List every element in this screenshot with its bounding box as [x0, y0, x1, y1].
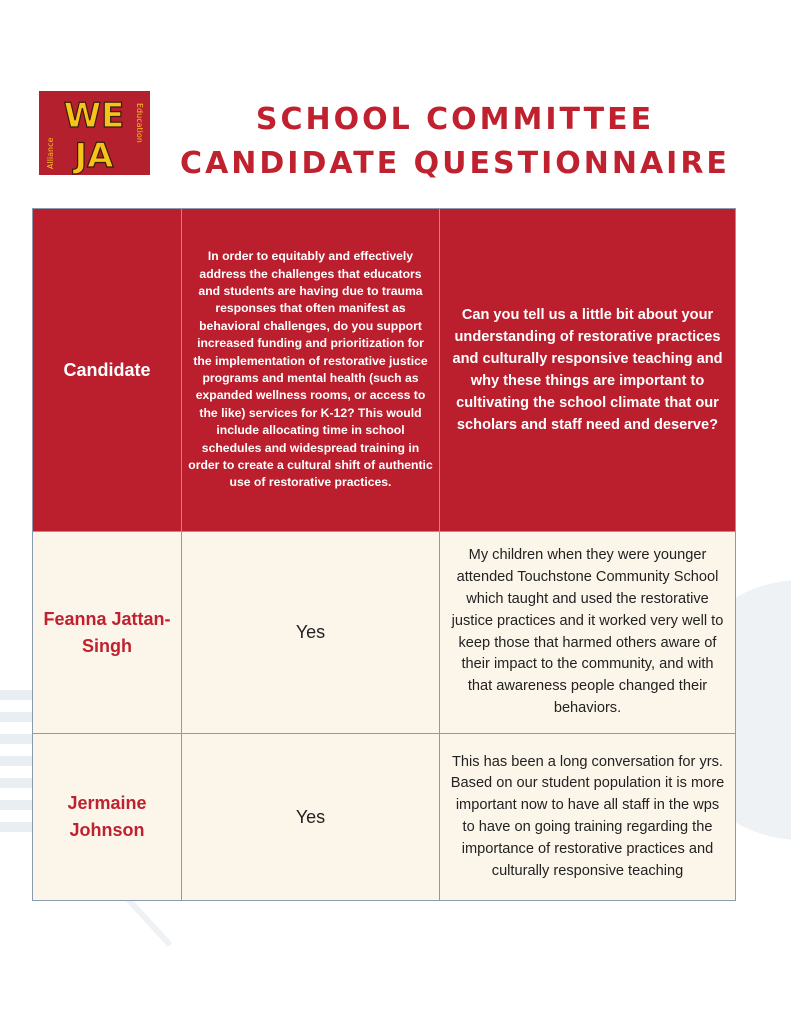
title-line-1: SCHOOL COMMITTEE	[255, 102, 655, 137]
answer-question-2: My children when they were younger attended Touchstone Community School which taught and used the restorative justice practices and it worked very well to keep those that harmed others aware of their impact to the community, and with that awareness people changed their behaviors.	[440, 532, 736, 734]
answer-question-1: Yes	[182, 532, 440, 734]
title-line-2: CANDIDATE QUESTIONNAIRE	[180, 146, 730, 181]
logo-letters-top: WE	[63, 96, 125, 136]
weja-logo	[39, 91, 150, 175]
table-header-row	[33, 209, 736, 532]
table-row	[33, 734, 736, 901]
header-question-2: Can you tell us a little bit about your understanding of restorative practices and culturally responsive teaching and why these things are important to cultivating the school climate that our scholars and staff need and deserve?	[440, 209, 736, 532]
header-candidate: Candidate	[33, 209, 182, 532]
logo-letters-bottom: JA	[74, 136, 114, 175]
answer-question-1: Yes	[182, 734, 440, 901]
answer-question-2: This has been a long conversation for yrs. Based on our student population it is more important now to have all staff in the wps to have on going training regarding the importance of restorative practices and culturally responsive teaching	[440, 734, 736, 901]
header-question-1: In order to equitably and effectively address the challenges that educators and students are having due to trauma responses that often manifest as behavioral challenges, do you support increased funding and prioritization for the implementation of restorative justice programs and mental health (such as expanded wellness rooms, or access to the like) services for K-12? This would include allocating time in school schedules and widespread training in order to create a cultural shift of authentic use of restorative practices.	[182, 209, 440, 532]
candidate-name: Jermaine Johnson	[33, 734, 182, 901]
table-row	[33, 532, 736, 734]
logo-side-right: Education	[135, 103, 144, 143]
candidate-name: Feanna Jattan-Singh	[33, 532, 182, 734]
logo-side-left: Alliance	[46, 137, 55, 169]
questionnaire-table	[32, 208, 736, 901]
page-title	[160, 98, 750, 186]
